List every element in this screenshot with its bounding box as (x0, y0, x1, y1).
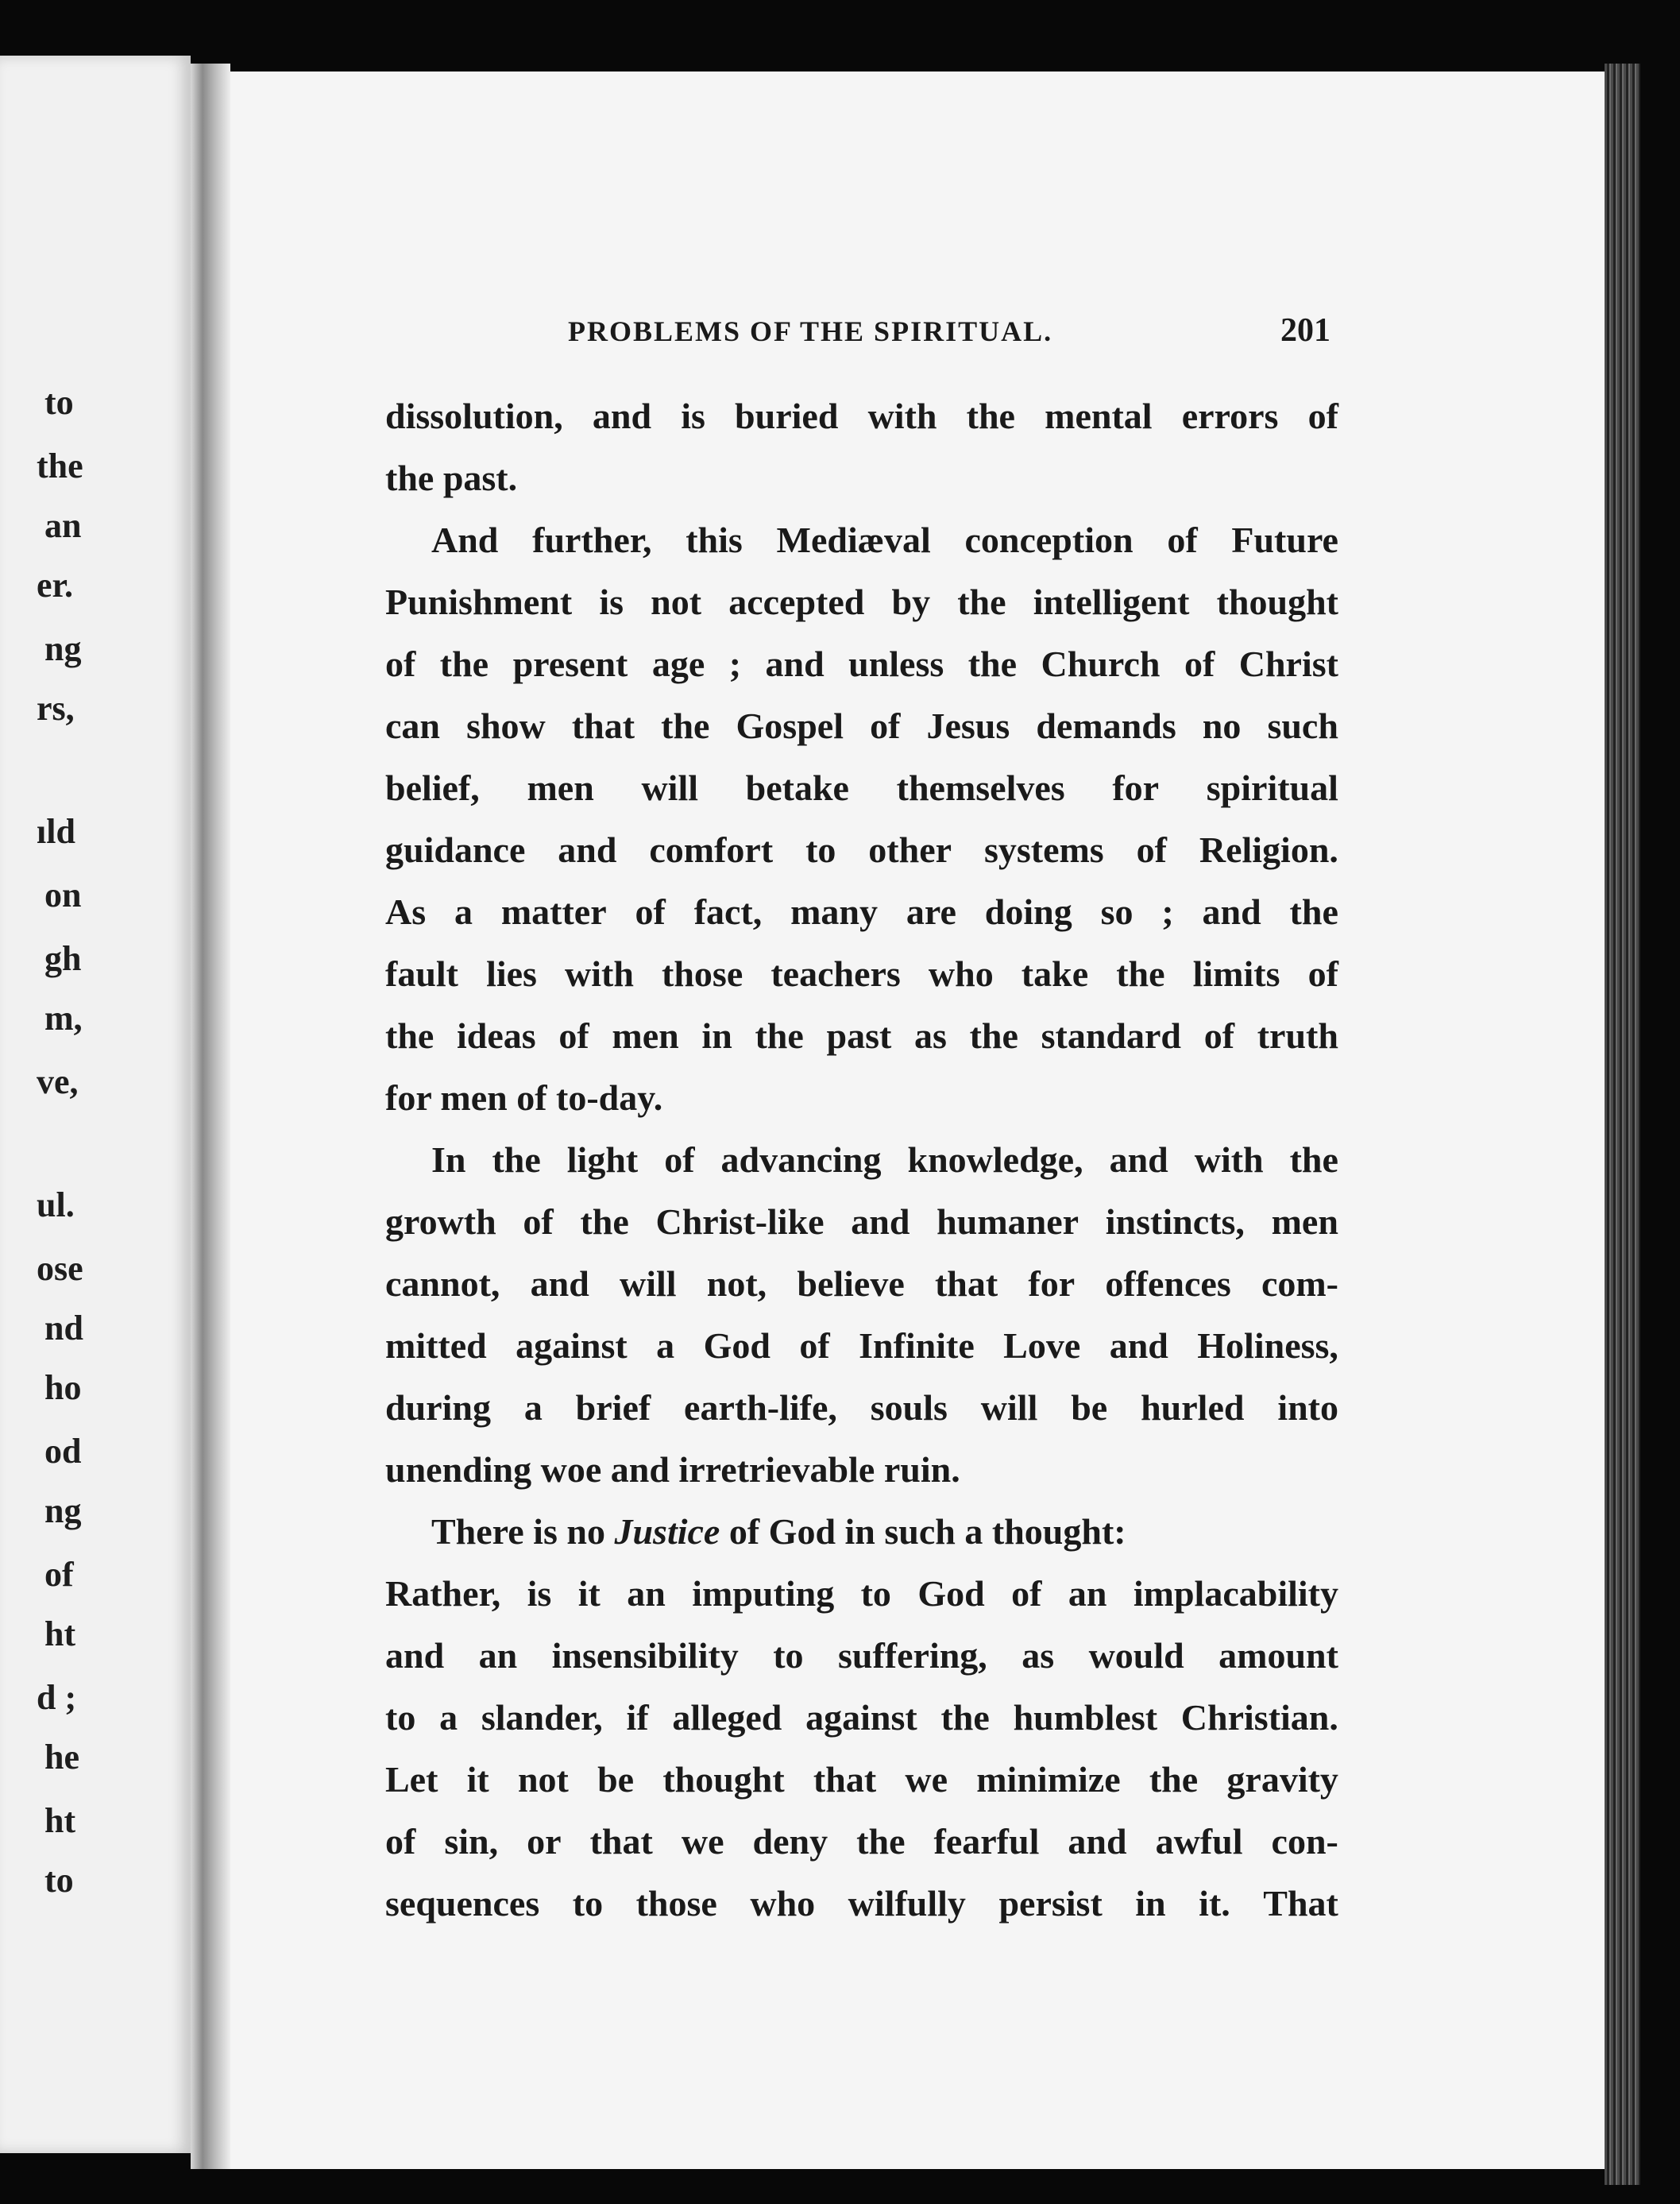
word: and (765, 644, 825, 684)
word: advancing (720, 1139, 882, 1180)
left-page-fragment: gh (44, 939, 82, 978)
word: spiritual (1206, 768, 1338, 808)
word: not (651, 582, 702, 622)
word: Church (1041, 644, 1161, 684)
word: it (466, 1759, 489, 1800)
word: who (928, 953, 994, 994)
word: sin, (444, 1821, 499, 1862)
word: dissolution, (385, 396, 563, 436)
word: minimize (976, 1759, 1121, 1800)
word: belief, (385, 768, 480, 808)
word: of (1136, 829, 1167, 870)
word: of (1307, 396, 1338, 436)
word: and (1202, 891, 1261, 932)
left-page-fragment: m, (44, 999, 83, 1038)
word: betake (745, 768, 849, 808)
word: no (1202, 706, 1242, 746)
word: for (1112, 768, 1160, 808)
word: by (891, 582, 931, 622)
left-page-fragment: of (44, 1555, 74, 1594)
word: that (571, 706, 635, 746)
word: the (957, 582, 1006, 622)
left-page-fragment: rs, (37, 689, 75, 728)
word: an (627, 1573, 666, 1614)
word: during (385, 1387, 491, 1428)
word: lies (486, 953, 537, 994)
text-fragment: There is no (431, 1511, 605, 1552)
text-line (385, 819, 1338, 881)
word: hurled (1141, 1387, 1245, 1428)
word: the (856, 1821, 906, 1862)
word: so (1100, 891, 1134, 932)
left-page-fragment: on (44, 876, 82, 914)
word: Christ (1238, 644, 1338, 684)
word: with (867, 396, 937, 436)
left-page-fragment: ng (44, 629, 82, 668)
text-line (385, 509, 1338, 571)
word: in (1135, 1883, 1166, 1924)
word: errors (1181, 396, 1279, 436)
word: matter (500, 891, 607, 932)
word: it. (1199, 1883, 1230, 1924)
text-line (385, 695, 1338, 757)
word: limits (1192, 953, 1280, 994)
word: con- (1271, 1821, 1338, 1862)
word: this (686, 520, 743, 560)
word: wilfully (848, 1883, 966, 1924)
text-line-with-italic (385, 1501, 1338, 1563)
word: as (1022, 1635, 1055, 1676)
word: those (635, 1883, 717, 1924)
word: the (1289, 1139, 1338, 1180)
text-line (385, 1129, 1338, 1191)
left-page-fragment: he (44, 1738, 79, 1777)
word: earth-life, (684, 1387, 837, 1428)
word: into (1277, 1387, 1338, 1428)
word: the (1289, 891, 1338, 932)
text-line: the past. (385, 458, 518, 498)
word: with (565, 953, 634, 994)
word: Rather, (385, 1573, 501, 1614)
word: is (599, 582, 624, 622)
running-head (568, 312, 1330, 353)
word: not (517, 1759, 569, 1800)
word: alleged (672, 1697, 782, 1738)
word: a (454, 891, 473, 932)
word: of (1167, 520, 1198, 560)
word: the (385, 1015, 434, 1056)
left-page (0, 56, 191, 2153)
left-page-fragment: ht (44, 1614, 76, 1653)
word: the (439, 644, 489, 684)
text-line (385, 1749, 1338, 1811)
word: cannot, (385, 1263, 500, 1304)
text-line (385, 1687, 1338, 1749)
left-page-fragment: ıld (37, 812, 75, 851)
word: for (1028, 1263, 1076, 1304)
word: Christ-like (655, 1201, 825, 1242)
italic-word-justice: Justice (614, 1511, 720, 1552)
word: buried (735, 396, 839, 436)
word: fearful (933, 1821, 1040, 1862)
word: the (580, 1201, 629, 1242)
word: mitted (385, 1325, 487, 1366)
word: age (651, 644, 705, 684)
word: that (813, 1759, 877, 1800)
word: men (612, 1015, 679, 1056)
word: are (906, 891, 956, 932)
left-page-fragment: ng (44, 1491, 82, 1530)
word: a (439, 1697, 458, 1738)
word: That (1263, 1883, 1338, 1924)
word: In (431, 1139, 466, 1180)
word: persist (998, 1883, 1103, 1924)
text-line (385, 943, 1338, 1005)
word: teachers (770, 953, 901, 994)
word: humaner (937, 1201, 1079, 1242)
word: com- (1261, 1263, 1338, 1304)
word: be (1071, 1387, 1108, 1428)
word: Future (1231, 520, 1338, 560)
word: gravity (1226, 1759, 1338, 1800)
word: further, (532, 520, 652, 560)
word: to (572, 1883, 604, 1924)
word: men (527, 768, 594, 808)
text-line (385, 1873, 1338, 1935)
word: we (905, 1759, 948, 1800)
word: and (1068, 1821, 1127, 1862)
word: the (1149, 1759, 1199, 1800)
word: is (527, 1573, 552, 1614)
word: And (431, 520, 499, 560)
word: growth (385, 1201, 496, 1242)
word: of (635, 891, 666, 932)
word: offences (1105, 1263, 1231, 1304)
word: a (656, 1325, 675, 1366)
word: to (385, 1697, 416, 1738)
word: of (385, 644, 416, 684)
text-line (385, 633, 1338, 695)
word: can (385, 706, 440, 746)
left-page-fragment: ose (37, 1249, 83, 1288)
word: awful (1155, 1821, 1243, 1862)
word: in (701, 1015, 732, 1056)
word: and (851, 1201, 910, 1242)
word: Infinite (859, 1325, 975, 1366)
word: Love (1003, 1325, 1081, 1366)
word: will (619, 1263, 677, 1304)
word: believe (797, 1263, 905, 1304)
word: the (661, 706, 710, 746)
word: that (589, 1821, 653, 1862)
word: the (940, 1697, 990, 1738)
left-page-fragment: d ; (37, 1678, 77, 1717)
left-page-fragment: nd (44, 1309, 83, 1348)
word: deny (752, 1821, 828, 1862)
word: thought (662, 1759, 785, 1800)
word: will (980, 1387, 1038, 1428)
word: souls (870, 1387, 948, 1428)
text-line (385, 757, 1338, 819)
word: such (1267, 706, 1338, 746)
word: demands (1036, 706, 1176, 746)
left-page-fragment: to (44, 1861, 74, 1900)
word: ; (1161, 891, 1174, 932)
word: an (1068, 1573, 1107, 1614)
word: men (1271, 1201, 1338, 1242)
text-line: for men of to-day. (385, 1077, 663, 1118)
word: suffering, (837, 1635, 987, 1676)
left-page-fragment: er. (37, 566, 74, 605)
word: a (523, 1387, 543, 1428)
word: many (790, 891, 879, 932)
word: of (1203, 1015, 1235, 1056)
word: instincts, (1105, 1201, 1245, 1242)
left-page-fragment: od (44, 1432, 82, 1471)
word: of (870, 706, 901, 746)
word: Religion. (1199, 829, 1338, 870)
word: those (662, 953, 743, 994)
word: God (703, 1325, 770, 1366)
word: the (1116, 953, 1165, 994)
text-line (385, 881, 1338, 943)
word: the (755, 1015, 804, 1056)
word: mental (1045, 396, 1153, 436)
word: fact, (693, 891, 763, 932)
word: knowledge, (907, 1139, 1083, 1180)
word: of (1307, 953, 1338, 994)
word: doing (984, 891, 1072, 932)
word: will (641, 768, 698, 808)
text-line (385, 1811, 1338, 1873)
word: intelligent (1033, 582, 1190, 622)
word: take (1021, 953, 1089, 994)
word: past (826, 1015, 892, 1056)
word: we (681, 1821, 724, 1862)
word: imputing (692, 1573, 835, 1614)
text-line (385, 1005, 1338, 1067)
word: to (773, 1635, 804, 1676)
left-page-fragment: an (44, 506, 82, 545)
word: themselves (896, 768, 1065, 808)
word: to (805, 829, 836, 870)
word: and (1109, 1139, 1168, 1180)
word: if (626, 1697, 649, 1738)
left-page-fragment: the (37, 447, 83, 485)
word: would (1088, 1635, 1184, 1676)
word: present (512, 644, 628, 684)
word: with (1194, 1139, 1264, 1180)
word: systems (983, 829, 1104, 870)
word: and (1109, 1325, 1168, 1366)
text-line (385, 1191, 1338, 1253)
word: of (385, 1821, 416, 1862)
text-line (385, 1625, 1338, 1687)
word: Let (385, 1759, 438, 1800)
word: of (558, 1015, 589, 1056)
word: standard (1041, 1015, 1181, 1056)
word: to (860, 1573, 891, 1614)
word: and (558, 829, 617, 870)
left-page-fragment: ht (44, 1801, 76, 1840)
word: of (1184, 644, 1215, 684)
word: Mediæval (776, 520, 931, 560)
left-page-fragment: to (44, 383, 74, 422)
word: comfort (649, 829, 774, 870)
text-fragment: of God in such a thought: (728, 1511, 1126, 1552)
word: who (750, 1883, 816, 1924)
text-line (385, 1377, 1338, 1439)
text-line: unending woe and irretrievable ruin. (385, 1449, 960, 1490)
word: of (1011, 1573, 1042, 1614)
text-line (385, 1253, 1338, 1315)
word: Punishment (385, 582, 573, 622)
word: Jesus (926, 706, 1010, 746)
word: unless (848, 644, 944, 684)
word: As (385, 891, 427, 932)
word: show (466, 706, 546, 746)
page-number: 201 (1280, 312, 1330, 349)
word: fault (385, 953, 458, 994)
word: insensibility (551, 1635, 739, 1676)
word: against (805, 1697, 917, 1738)
word: that (934, 1263, 998, 1304)
word: the (967, 644, 1018, 684)
word: the (492, 1139, 541, 1180)
word: be (597, 1759, 635, 1800)
body-text (385, 385, 1338, 1935)
page-edge (1605, 64, 1640, 2185)
word: light (566, 1139, 639, 1180)
word: sequences (385, 1883, 540, 1924)
left-page-fragment: ve, (37, 1062, 79, 1101)
word: truth (1257, 1015, 1338, 1056)
left-page-fragment: ho (44, 1368, 82, 1407)
word: Holiness, (1197, 1325, 1338, 1366)
word: and (385, 1635, 445, 1676)
word: and (530, 1263, 589, 1304)
word: brief (575, 1387, 651, 1428)
word: as (914, 1015, 947, 1056)
book-gutter (191, 64, 230, 2169)
word: the (969, 1015, 1018, 1056)
word: of (799, 1325, 830, 1366)
word: is (681, 396, 705, 436)
word: guidance (385, 829, 526, 870)
word: it (577, 1573, 601, 1614)
word: not, (706, 1263, 767, 1304)
running-title: PROBLEMS OF THE SPIRITUAL. (568, 315, 1053, 347)
word: Gospel (736, 706, 844, 746)
word: amount (1218, 1635, 1338, 1676)
left-page-fragment: ul. (37, 1185, 75, 1224)
word: and (592, 396, 652, 436)
text-line (385, 385, 1338, 447)
word: implacability (1133, 1573, 1338, 1614)
word: of (523, 1201, 554, 1242)
word: other (868, 829, 952, 870)
word: slander, (481, 1697, 603, 1738)
word: ideas (457, 1015, 536, 1056)
word: conception (964, 520, 1134, 560)
word: ; (728, 644, 742, 684)
text-line (385, 1563, 1338, 1625)
word: an (478, 1635, 518, 1676)
word: against (516, 1325, 628, 1366)
text-line (385, 1315, 1338, 1377)
word: the (966, 396, 1015, 436)
word: God (917, 1573, 985, 1614)
word: accepted (728, 582, 865, 622)
word: humblest (1013, 1697, 1158, 1738)
word: or (527, 1821, 562, 1862)
word: Christian. (1180, 1697, 1338, 1738)
word: of (664, 1139, 695, 1180)
text-line (385, 571, 1338, 633)
word: thought (1216, 582, 1338, 622)
